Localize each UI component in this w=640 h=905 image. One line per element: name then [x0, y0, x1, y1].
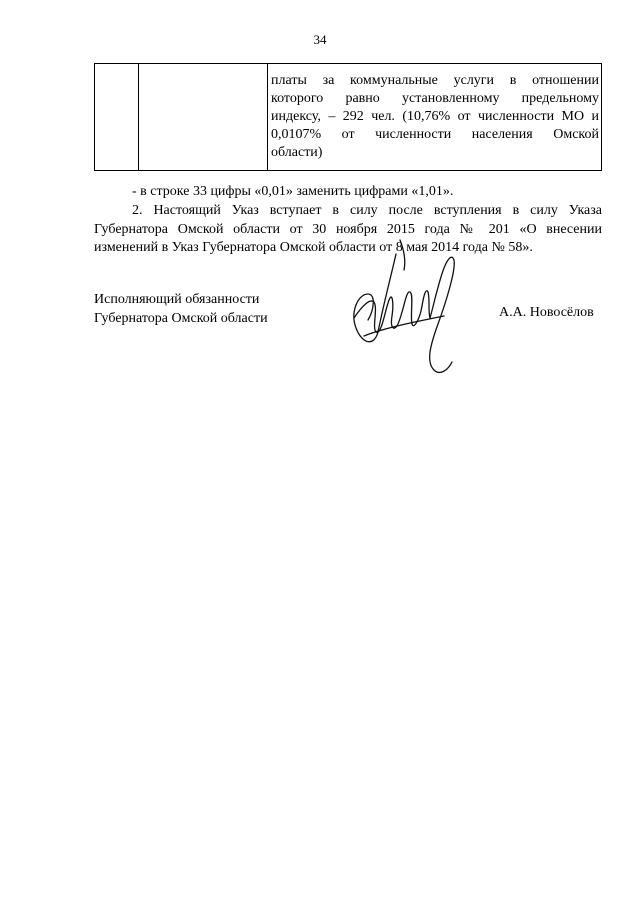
table-cell-line: 0,0107% от численности населения Омской: [271, 127, 599, 142]
paragraph-row-33-change: - в строке 33 цифры «0,01» заменить цифрами «1,01».: [132, 184, 454, 199]
signatory-position-line: Губернатора Омской области: [94, 311, 268, 326]
signatory-position-line: Исполняющий обязанности: [94, 292, 260, 307]
table-cell-line: области): [271, 145, 323, 160]
table-cell-line: которого равно установленному предельному: [271, 91, 599, 106]
paragraph-line: Губернатора Омской области от 30 ноября 2015 года № 201 «О внесении: [94, 221, 602, 237]
table-cell-line: индексу, – 292 чел. (10,76% от численности МО и: [271, 109, 599, 124]
handwritten-signature: [334, 232, 464, 380]
signatory-name: А.А. Новосёлов: [499, 305, 594, 320]
paragraph-line: 2. Настоящий Указ вступает в силу после вступления в силу Указа: [132, 203, 602, 218]
table-cell-line: платы за коммунальные услуги в отношении: [271, 73, 599, 88]
table-cell-description: [268, 64, 602, 171]
continuation-table: [94, 63, 602, 171]
table-cell-number: [95, 64, 139, 171]
table-row: [95, 64, 602, 171]
page-number: 34: [313, 32, 327, 47]
table-cell-indicator: [139, 64, 268, 171]
paragraph-line: изменений в Указ Губернатора Омской области от 8 мая 2014 года № 58».: [94, 240, 533, 255]
signatory-position: [94, 290, 268, 328]
